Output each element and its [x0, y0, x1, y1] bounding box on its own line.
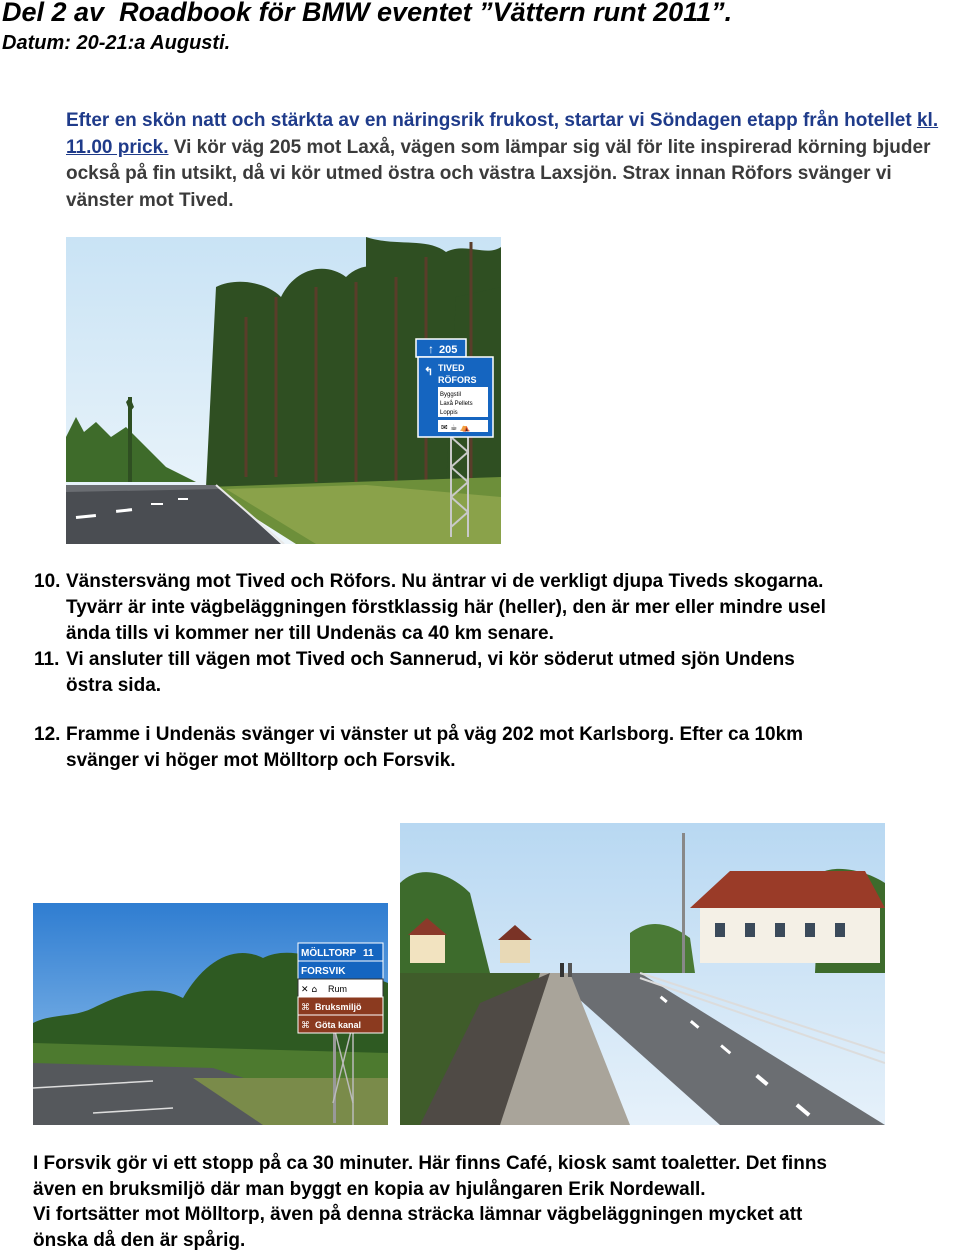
- bottom-paragraph: [33, 1151, 958, 1253]
- step-line: Vänstersväng mot Tived och Röfors. Nu äntrar vi de verkligt djupa Tiveds skogarna.: [66, 571, 824, 592]
- svg-text:↑: ↑: [428, 342, 434, 356]
- sign-forsvik: FORSVIK: [301, 966, 346, 977]
- bottom-line: önska då den är spårig.: [33, 1229, 246, 1251]
- intro-paragraph: [66, 108, 956, 214]
- step-11: [34, 647, 960, 702]
- sign-bruksmiljo: Bruksmiljö: [315, 1002, 362, 1012]
- step-line: Vi ansluter till vägen mot Tived och Sannerud, vi kör söderut utmed sjön Undens: [66, 649, 795, 670]
- photo-road-205-sign: [66, 237, 501, 544]
- step-line: ända tills vi kommer ner till Undenäs ca 40 km senare.: [66, 623, 554, 644]
- step-10: [34, 569, 960, 649]
- step-line: östra sida.: [66, 675, 162, 696]
- sign-gota-kanal: Göta kanal: [315, 1020, 362, 1030]
- photo-forsvik-sign: [33, 903, 388, 1125]
- photo-forsvik-street: [400, 823, 885, 1125]
- sign-rum: Rum: [328, 984, 348, 994]
- sign-sub-1: Byggstil: [440, 392, 462, 398]
- sign-sub-2: Laxå Pellets: [440, 401, 473, 407]
- step-number: 10.: [34, 571, 61, 592]
- step-number: 12.: [34, 724, 61, 745]
- document-title: Del 2 av Roadbook för BMW eventet ”Vättern runt 2011”.: [2, 0, 733, 27]
- bottom-line: I Forsvik gör vi ett stopp på ca 30 minuter. Här finns Café, kiosk samt toaletter. Det finns: [33, 1153, 827, 1174]
- step-line: Tyvärr är inte vägbeläggningen förstklassig här (heller), den är mer eller mindre usel: [66, 597, 826, 618]
- step-number: 11.: [34, 649, 60, 670]
- step-line: svänger vi höger mot Mölltorp och Forsvik.: [66, 750, 456, 771]
- bottom-line: även en bruksmiljö där man byggt en kopia av hjulångaren Erik Nordewall.: [33, 1178, 706, 1200]
- sign-molltorp: MÖLLTORP: [301, 948, 357, 959]
- sign-route-number: 205: [439, 344, 458, 356]
- sign-line-2: RÖFORS: [438, 375, 477, 385]
- step-12: [34, 722, 960, 777]
- svg-text:✉ ☕ ⛺: ✉ ☕ ⛺: [441, 423, 470, 432]
- step-line: Framme i Undenäs svänger vi vänster ut på väg 202 mot Karlsborg. Efter ca 10km: [66, 724, 804, 745]
- svg-text:✕ ⌂: ✕ ⌂: [301, 985, 318, 995]
- intro-text-start: Efter en skön natt och stärkta av en näringsrik frukost, startar vi Söndagen etapp från hotellet: [66, 110, 917, 131]
- intro-text-rest: Vi kör väg 205 mot Laxå, vägen som lämpar sig väl för lite inspirerad körning bjuder också på fin utsikt, då vi kör utmed östra och västra Laxsjön. Strax innan Röfors svänger vi vänster mot Tived.: [66, 136, 931, 211]
- sign-molltorp-number: 11: [363, 948, 374, 959]
- svg-text:⌘: ⌘: [301, 1021, 310, 1031]
- svg-text:⌘: ⌘: [301, 1003, 310, 1013]
- intro-departure-time: kl. 11.00 prick.: [66, 110, 939, 158]
- sign-line-1: TIVED: [438, 363, 465, 373]
- bottom-line: Vi fortsätter mot Mölltorp, även på denna sträcka lämnar vägbeläggningen mycket att: [33, 1204, 803, 1225]
- sign-sub-3: Loppis: [440, 410, 458, 416]
- svg-text:↰: ↰: [424, 366, 434, 378]
- document-subtitle: Datum: 20-21:a Augusti.: [2, 32, 231, 54]
